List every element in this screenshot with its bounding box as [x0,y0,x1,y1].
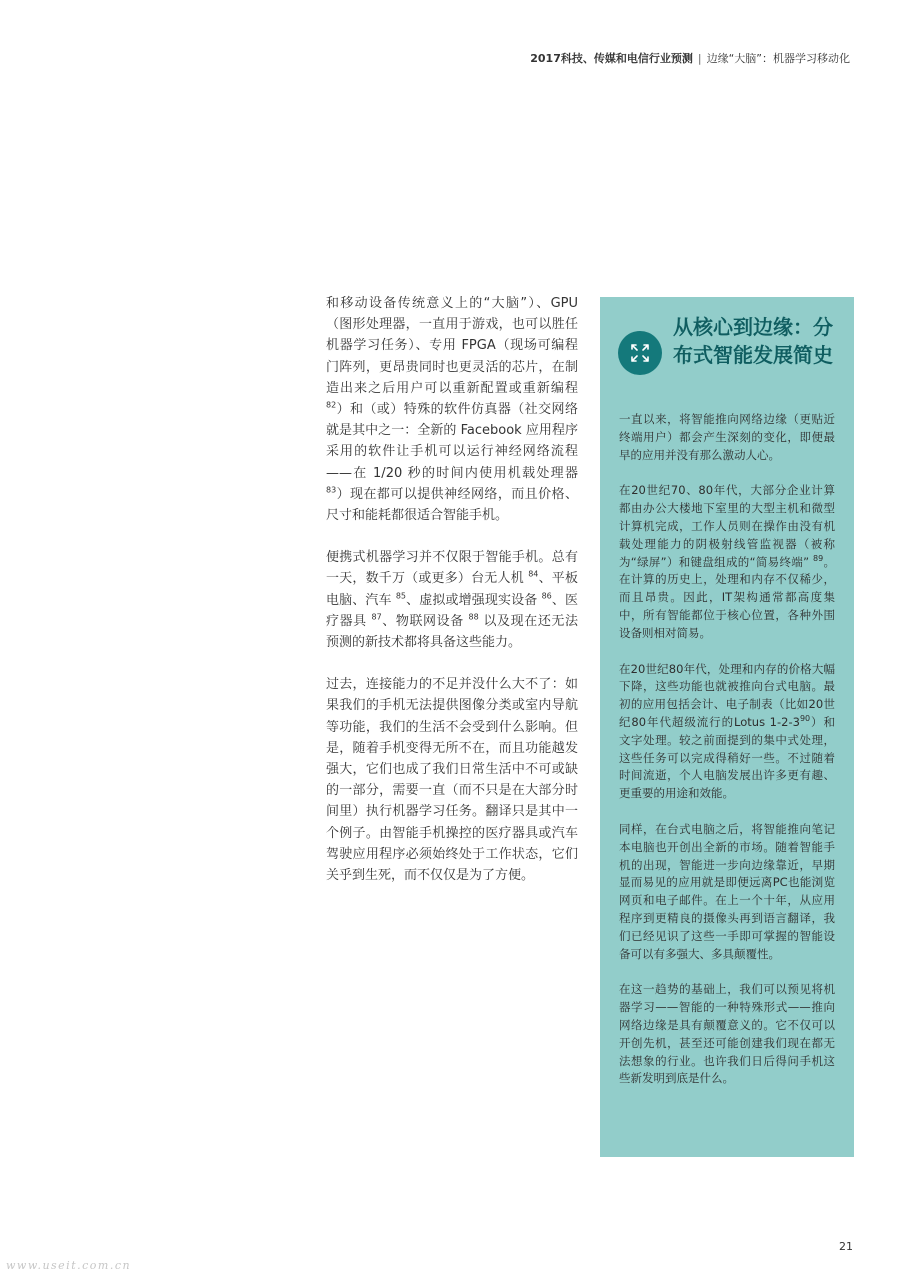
expand-arrows-icon [618,331,662,375]
main-body-text [326,293,578,907]
text-run: 在这一趋势的基础上，我们可以预见将机器学习——智能的一种特殊形式——推向网络边缘是具有颠覆意义的。它不仅可以开创先机，甚至还可能创建我们现在都无法想象的行业。也许我们日后得问手机这些新发明到底是什么。 [619,982,835,1086]
sidebar-body-text [619,411,835,1106]
body-paragraph [326,547,578,653]
text-run: 和移动设备传统意义上的“大脑”）、GPU（图形处理器，一直用于游戏，也可以胜任机器学习任务）、专用 FPGA（现场可编程门阵列，更昂贵同时也更灵活的芯片，在制造出来之后用户可以重新配置或重新编程 [326,296,578,396]
header-separator: | [697,52,702,65]
sidebar-paragraph [619,821,835,963]
text-run: 过去，连接能力的不足并没什么大不了：如果我们的手机无法提供图像分类或室内导航等功能，我们的生活不会受到什么影响。但是，随着手机变得无所不在，而且功能越发强大，它们也成了我们日常生活中不可或缺的一部分，需要一直（而不只是在大部分时间里）执行机器学习任务。翻译只是其中一个例子。由智能手机操控的医疗器具或汽车驾驶应用程序必须始终处于工作状态，它们关乎到生死，而不仅仅是为了方便。 [326,677,578,884]
text-run: 、物联网设备 [381,613,469,629]
sidebar-header [618,313,840,413]
text-run: 、医疗器具 [326,592,578,629]
text-run: ）和（或）特殊的软件仿真器（社交网络就是其中之一：全新的 Facebook 应用程序采用的软件让手机可以运行神经网络流程——在 1/20 秒的时间内使用机载处理器 [326,402,578,481]
text-run: 同样，在台式电脑之后，将智能推向笔记本电脑也开创出全新的市场。随着智能手机的出现，智能进一步向边缘靠近，早期显而易见的应用就是即便远离PC也能浏览网页和电子邮件。在上一个十年，从应用程序到更精良的摄像头再到语言翻译，我们已经见识了这些一手即可掌握的智能设备可以有多强大、多具颠覆性。 [619,821,835,961]
footnote-reference: 85 [395,591,407,601]
sidebar-box [600,297,854,1157]
text-run: ）现在都可以提供神经网络，而且价格、尺寸和能耗都很适合智能手机。 [326,486,578,524]
footnote-reference: 84 [528,570,539,580]
body-paragraph [326,674,578,886]
text-run: 便携式机器学习并不仅限于智能手机。总有一天，数千万（或更多）台无人机 [326,550,578,587]
text-run: 在20世纪70、80年代，大部分企业计算都由办公大楼地下室里的大型主机和微型计算机完成，工作人员则在操作由没有机载处理能力的阴极射线管监视器（被称为“绿屏”）和键盘组成的“简易终端” [619,483,835,569]
text-run: 在20世纪80年代，处理和内存的价格大幅下降，这些功能也就被推向台式电脑。最初的应用包括会计、电子制表（比如20世纪80年代超级流行的Lotus 1-2-3 [619,661,835,729]
section-title: 边缘“大脑”：机器学习移动化 [706,52,850,65]
watermark: www.useit.com.cn [6,1259,132,1272]
text-run: 、平板电脑、汽车 [326,571,578,608]
sidebar-paragraph [619,482,835,642]
sidebar-title: 从核心到边缘：分布式智能发展简史 [673,315,833,367]
text-run: 以及现在还无法预测的新技术都将具备这些能力。 [326,613,578,651]
sidebar-paragraph [619,661,835,803]
text-run: 一直以来，将智能推向网络边缘（更贴近终端用户）都会产生深刻的变化，即便最早的应用并没有那么激动人心。 [619,412,835,462]
page-number: 21 [839,1240,853,1253]
footnote-reference: 90 [799,714,811,724]
text-run: 、虚拟或增强现实设备 [406,592,542,608]
text-run: 。在计算的历史上，处理和内存不仅稀少，而且昂贵。因此，IT架构通常都高度集中，所有智能都位于核心位置，各种外围设备则相对简易。 [619,554,835,640]
report-title: 2017科技、传媒和电信行业预测 [530,52,693,65]
footnote-reference: 86 [541,591,552,601]
footnote-reference: 82 [326,400,337,410]
running-header [530,50,850,66]
footnote-reference: 88 [468,612,479,622]
sidebar-paragraph [619,411,835,464]
footnote-reference: 83 [326,485,337,495]
text-run: ）和文字处理。较之前面提到的集中式处理，这些任务可以完成得稍好一些。不过随着时间流逝，个人电脑发展出许多更有趣、更重要的用途和效能。 [619,714,835,801]
body-paragraph [326,293,578,526]
footnote-reference: 89 [813,553,824,563]
sidebar-paragraph [619,981,835,1088]
footnote-reference: 87 [371,612,382,622]
